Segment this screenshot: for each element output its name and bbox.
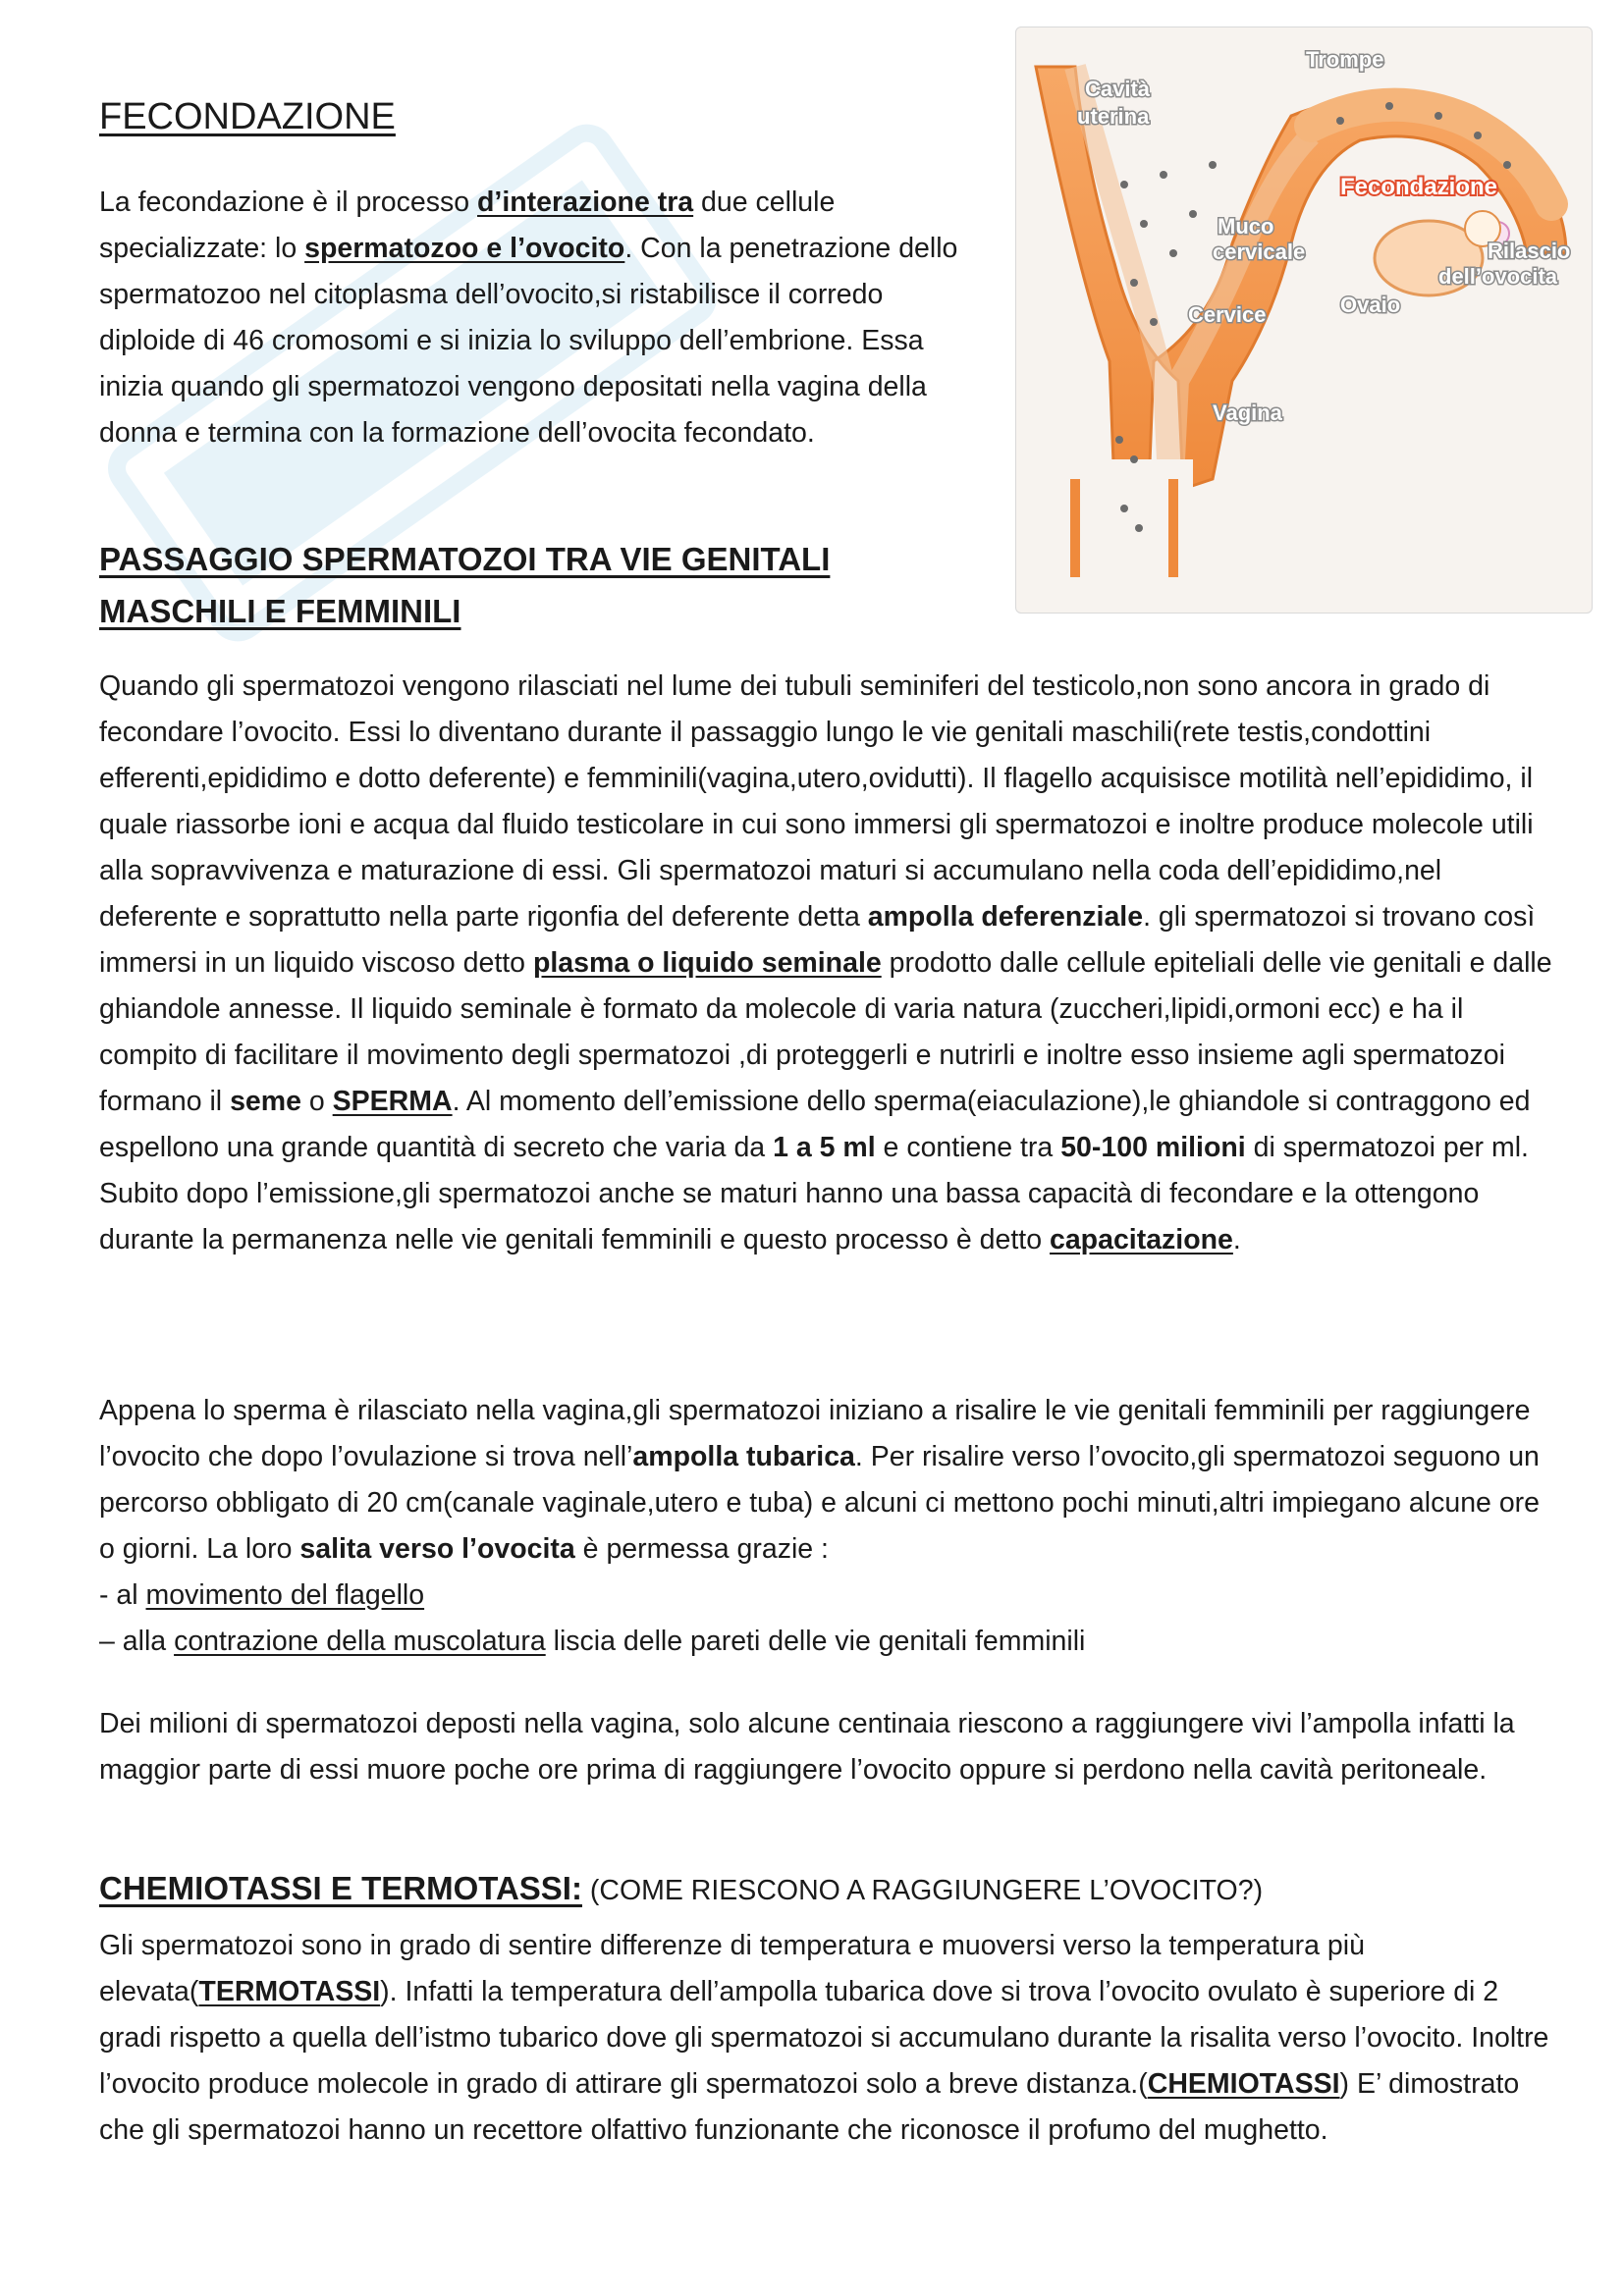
- label-cavita-uterina: Cavità uterina: [1077, 77, 1151, 129]
- label-fecondazione: Fecondazione: [1340, 174, 1498, 200]
- label-ovaio: Ovaio: [1340, 293, 1401, 317]
- label-trompe: Trompe: [1306, 47, 1384, 72]
- paragraph-passaggio: Quando gli spermatozoi vengono rilasciati nel lume dei tubuli seminiferi del testicolo,non sono ancora in grado di fecondare l’ovocito. Essi lo diventano durante il passaggio lungo le vie genitali maschili(rete testis,condottini efferenti,epididimo e dotto deferente) e femminili(vagina,utero,ovidutti). Il flagello acquisisce motilità nell’epididimo, il quale riassorbe ioni e acqua dal fluido testicolare in cui sono immersi gli spermatozoi e inoltre produce molecole utili alla sopravvivenza e maturazione di essi. Gli spermatozoi maturi si accumulano nella coda dell’epididimo,nel deferente e soprattutto nella parte rigonfia del deferente detta ampolla deferenziale. gli spermatozoi si trovano così immersi in un liquido viscoso detto plasma o liquido seminale prodotto dalle cellule epiteliali delle vie genitali e dalle ghiandole annesse. Il liquido seminale è formato da molecole di varia natura (zuccheri,lipidi,ormoni ecc) e ha il compito di facilitare il movimento degli spermatozoi ,di proteggerli e nutrirli e inoltre esso insieme agli spermatozoi formano il seme o SPERMA. Al momento dell’emissione dello sperma(eiaculazione),le ghiandole si contraggono ed espellono una grande quantità di secreto che varia da 1 a 5 ml e contiene tra 50-100 milioni di spermatozoi per ml. Subito dopo l’emissione,gli spermatozoi anche se maturi hanno una bassa capacità di fecondare e la ottengono durante la permanenza nelle vie genitali femminili e questo processo è detto capacitazione.: [99, 670, 1552, 1255]
- label-cervice: Cervice: [1188, 302, 1267, 327]
- intro-paragraph: La fecondazione è il processo d’interazione tra due cellule specializzate: lo spermatozoo e l’ovocito. Con la penetrazione dello spermatozoo nel citoplasma dell’ovocito,si ristabilisce il corredo diploide di 46 cromosomi e si inizia lo sviluppo dell’embrione. Essa inizia quando gli spermatozoi vengono depositati nella vagina della donna e termina con la formazione dell’ovocita fecondato.: [99, 187, 958, 449]
- section-heading-passaggio: PASSAGGIO SPERMATOZOI TRA VIE GENITALI MASCHILI E FEMMINILI: [99, 541, 831, 629]
- paragraph-chemiotassi: Gli spermatozoi sono in grado di sentire differenze di temperatura e muoversi verso la temperatura più elevata(TERMOTASSI). Infatti la temperatura dell’ampolla tubarica dove si trova l’ovocito ovulato è superiore di 2 gradi rispetto a quella dell’istmo tubarico dove gli spermatozoi si accumulano durante la risalita verso l’ovocito. Inoltre l’ovocito produce molecole in grado di attirare gli spermatozoi solo a breve distanza.(CHEMIOTASSI) E’ dimostrato che gli spermatozoi hanno un recettore olfattivo funzionante che riconosce il profumo del mughetto.: [99, 1930, 1549, 2146]
- list-item: - al movimento del flagello: [99, 1579, 425, 1611]
- label-vagina: Vagina: [1213, 400, 1282, 425]
- page-title: FECONDAZIONE: [99, 96, 396, 137]
- label-muco-cervicale: Muco cervicale: [1213, 214, 1306, 264]
- list-item: – alla contrazione della muscolatura liscia delle pareti delle vie genitali femminili: [99, 1626, 1086, 1657]
- paragraph-risalita: Appena lo sperma è rilasciato nella vagina,gli spermatozoi iniziano a risalire le vie genitali femminili per raggiungere l’ovocito che dopo l’ovulazione si trova nell’ampolla tubarica. Per risalire verso l’ovocito,gli spermatozoi seguono un percorso obbligato di 20 cm(canale vaginale,utero e tuba) e alcuni ci mettono pochi minuti,altri impiegano alcune ore o giorni. La loro salita verso l’ovocita è permessa grazie : - al movimento del flagello – alla contrazione della muscolatura liscia delle pareti delle vie genitali femminili: [99, 1395, 1541, 1657]
- section-heading-chemiotassi: CHEMIOTASSI E TERMOTASSI: (COME RIESCONO A RAGGIUNGERE L’OVOCITO?): [99, 1870, 1264, 1906]
- label-rilascio-ovocita: Rilascio dell’ovocita: [1438, 239, 1571, 289]
- paragraph-milioni: Dei milioni di spermatozoi deposti nella vagina, solo alcune centinaia riescono a raggiungere vivi l’ampolla infatti la maggior parte di essi muore poche ore prima di raggiungere l’ovocito oppure si perdono nella cavità peritoneale.: [99, 1708, 1515, 1786]
- uterus-diagram: [1015, 27, 1593, 614]
